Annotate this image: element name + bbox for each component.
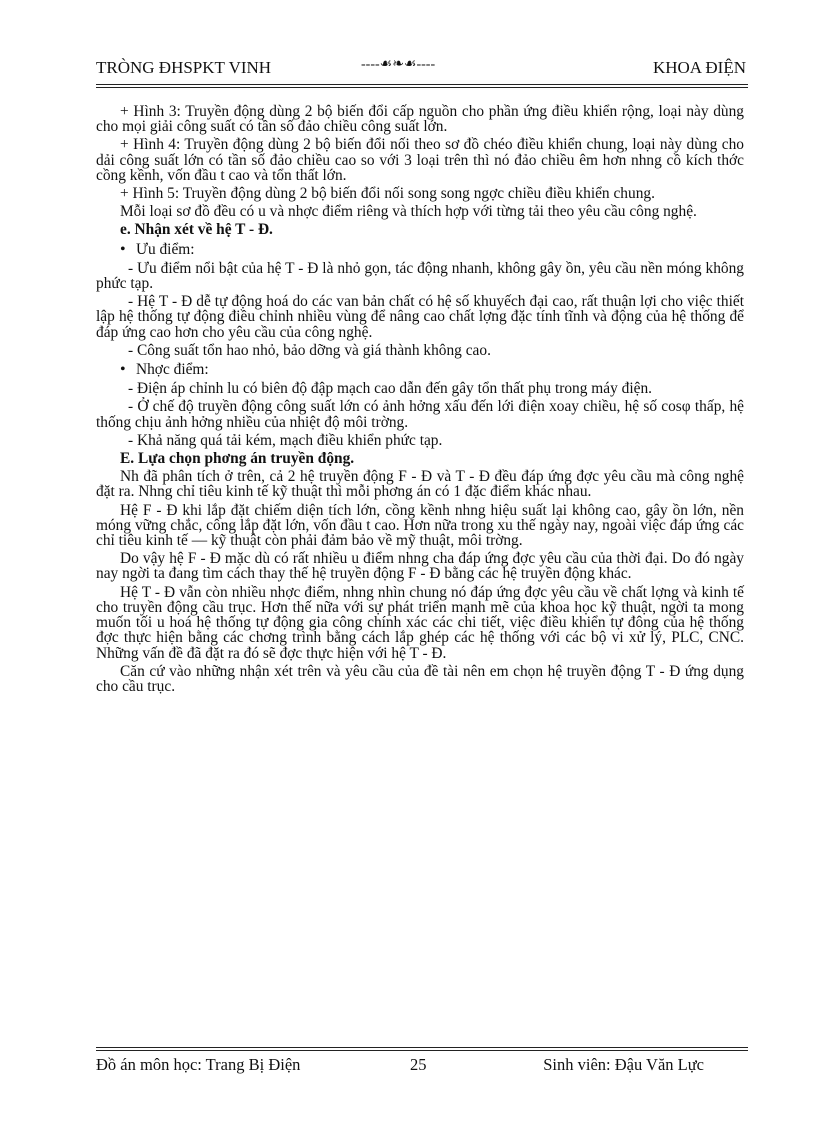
bullet-label: Ưu điểm: <box>136 240 195 258</box>
paragraph: Mỗi loại sơ đồ đều có u và nhợc điểm riêng và thích hợp với từng tải theo yêu cầu công nghệ. <box>120 203 697 221</box>
bullet-icon: • <box>120 240 126 258</box>
paragraph: + Hình 3: Truyền động dùng 2 bộ biến đổi cấp nguồn cho phần ứng điều khiển rộng, loại này dùng cho mọi giải công suất có tần số đảo chiều công suất lớn. <box>96 103 744 136</box>
paragraph: - Khả năng quá tải kém, mạch điều khiển phức tạp. <box>128 431 443 449</box>
paragraph: - Ở chế độ truyền động công suất lớn có ảnh hởng xấu đến lới điện xoay chiều, hệ số cosφ thấp, hệ thống chịu ảnh hởng nhiều của nhiệt độ môi trờng. <box>96 398 744 431</box>
paragraph: - Điện áp chỉnh lu có biên độ đập mạch cao dẫn đến gây tổn thất phụ trong máy điện. <box>128 380 652 398</box>
header-rule-bottom <box>96 87 748 88</box>
paragraph: - Ưu điểm nổi bật của hệ T - Đ là nhỏ gọn, tác động nhanh, không gây ồn, yêu cầu nền móng không phức tạp. <box>96 259 744 293</box>
page-header <box>96 58 746 82</box>
school-name: TRÒNG ĐHSPKT VINH <box>96 58 272 77</box>
paragraph: Hệ F - Đ khi lắp đặt chiếm diện tích lớn, cồng kềnh nhng hiệu suất lại không cao, gây ồn lớn, nền móng vững chắc, công lắp đặt lớn, vốn đầu t cao. Hơn nữa trong xu thế ngày nay, ngoài việc đáp ứng các chỉ tiêu kinh tế — kỹ thuật còn phải đảm bảo về mỹ thuật, môi trờng. <box>96 501 744 550</box>
page-number: 25 <box>410 1055 427 1074</box>
footer-rule-top <box>96 1047 748 1048</box>
section-heading: e. Nhận xét về hệ T - Đ. <box>120 221 273 239</box>
header-rule-top <box>96 84 748 85</box>
paragraph: Căn cứ vào những nhận xét trên và yêu cầu của đề tài nên em chọn hệ truyền động T - Đ ứng dụng cho cầu trục. <box>96 662 744 695</box>
course-name: Đồ án môn học: Trang Bị Điện <box>96 1055 301 1074</box>
student-name: Sinh viên: Đậu Văn Lực <box>543 1055 704 1074</box>
paragraph: + Hình 5: Truyền động dùng 2 bộ biến đổi nối song song ngợc chiều điều khiển chung. <box>120 185 655 203</box>
faculty-name: KHOA ĐIỆN <box>652 58 746 77</box>
header-ornament: ----☙❧☙---- <box>361 57 436 72</box>
bullet-heading <box>96 242 744 257</box>
paragraph: + Hình 4: Truyền động dùng 2 bộ biến đổi nối theo sơ đồ chéo điều khiển chung, loại này dùng cho dải công suất lớn có tần số đảo chiều cao so với 3 loại trên thì nó đảo chiều êm hơn nhng cồ kích thớc cồng kềnh, vốn đầu t cao và tổn thất lớn. <box>96 136 744 184</box>
paragraph: - Hệ T - Đ dễ tự động hoá do các van bản chất có hệ số khuyếch đại cao, rất thuận lợi cho việc thiết lập hệ thống tự động điều chỉnh nhiều vùng để nâng cao chất lợng đặc tính tĩnh và động của hệ thống để đáp ứng cao hơn cho yêu cầu của công nghệ. <box>96 293 744 341</box>
body-text <box>96 104 744 697</box>
paragraph: Nh đã phân tích ở trên, cả 2 hệ truyền động F - Đ và T - Đ đều đáp ứng đợc yêu cầu mà công nghệ đặt ra. Nhng chỉ tiêu kinh tế kỹ thuật thì mỗi phơng án có 1 đặc điểm khác nhau. <box>96 468 744 501</box>
paragraph: - Công suất tổn hao nhỏ, bảo dỡng và giá thành không cao. <box>128 341 491 359</box>
section-heading: E. Lựa chọn phơng án truyền động. <box>120 450 355 468</box>
bullet-icon: • <box>120 361 126 379</box>
bullet-label: Nhợc điểm: <box>136 361 209 379</box>
paragraph: Hệ T - Đ vẫn còn nhiều nhợc điểm, nhng nhìn chung nó đáp ứng đợc yêu cầu về chất lợng và kinh tế cho truyền động cầu trục. Hơn thế nữa với sự phát triển mạnh mẽ của khoa học kỹ thuật, ngời ta mong muốn tối u hoá hệ thống tự động gia công chính xác các chi tiết, việc điều khiển tự đông của hệ thống đợc thực hiện bằng các chơng trình bằng cách lắp ghép các hệ thống với các bộ vi xử lý, PLC, CNC. Những vấn đề đã đặt ra đó sẽ đợc thực hiện với hệ T - Đ. <box>96 583 744 662</box>
paragraph: Do vậy hệ F - Đ mặc dù có rất nhiều u điểm nhng cha đáp ứng đợc yêu cầu của thời đại. Do đó ngày nay ngời ta đang tìm cách thay thế hệ truyền động F - Đ bằng các hệ truyền động khác. <box>96 550 744 583</box>
bullet-heading <box>96 362 744 377</box>
footer-rule-bottom <box>96 1050 748 1051</box>
